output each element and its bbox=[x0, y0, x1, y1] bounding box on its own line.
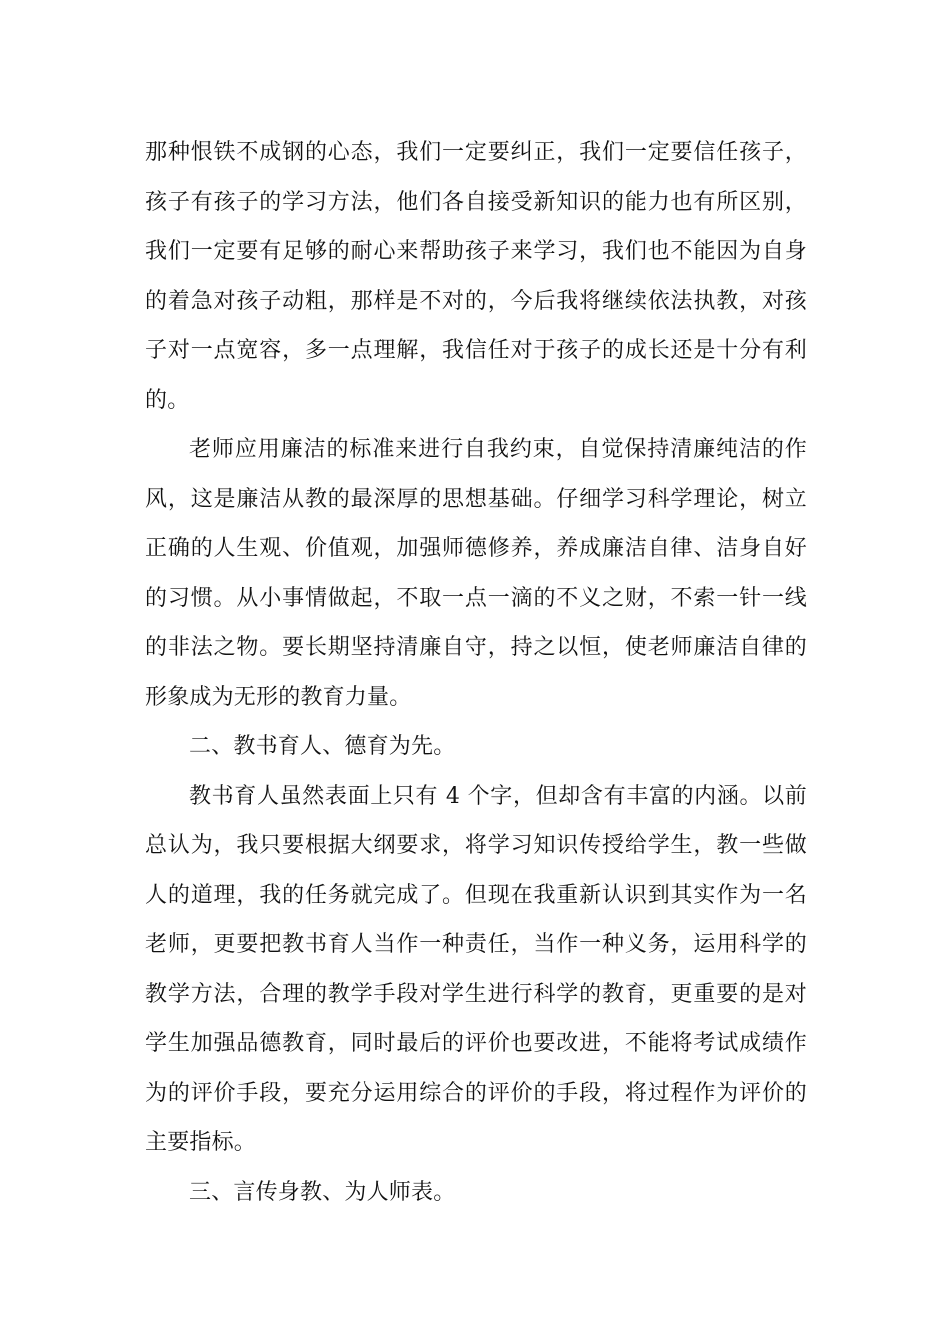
text-line: 人的道理，我的任务就完成了。但现在我重新认识到其实作为一名 bbox=[145, 882, 807, 908]
text-line: 那种恨铁不成钢的心态，我们一定要纠正，我们一定要信任孩子， bbox=[145, 140, 807, 165]
text-line: 的非法之物。要长期坚持清廉自守，持之以恒，使老师廉洁自律的 bbox=[145, 635, 807, 660]
text-line: 的着急对孩子动粗，那样是不对的，今后我将继续依法执教，对孩 bbox=[145, 288, 807, 314]
text-line: 教学方法，合理的教学手段对学生进行科学的教育，更重要的是对 bbox=[145, 981, 807, 1007]
text-line: 形象成为无形的教育力量。 bbox=[145, 684, 412, 710]
text-line: 风，这是廉洁从教的最深厚的思想基础。仔细学习科学理论，树立 bbox=[145, 486, 807, 512]
text-line: 总认为，我只要根据大纲要求，将学习知识传授给学生，教一些做 bbox=[145, 833, 807, 858]
paragraph-start-line: 老师应用廉洁的标准来进行自我约束，自觉保持清廉纯洁的作 bbox=[189, 437, 807, 462]
text-line: 正确的人生观、价值观，加强师德修养，养成廉洁自律、洁身自好 bbox=[145, 536, 807, 561]
text-line: 我们一定要有足够的耐心来帮助孩子来学习，我们也不能因为自身 bbox=[145, 239, 807, 264]
text-line: 学生加强品德教育，同时最后的评价也要改进，不能将考试成绩作 bbox=[145, 1031, 807, 1056]
paragraph-start-line: 教书育人虽然表面上只有 4 个字，但却含有丰富的内涵。以前 bbox=[189, 783, 807, 809]
text-line: 老师，更要把教书育人当作一种责任，当作一种义务，运用科学的 bbox=[145, 932, 807, 957]
section-heading: 二、教书育人、德育为先。 bbox=[189, 734, 456, 759]
document-body bbox=[145, 128, 807, 1217]
text-line: 为的评价手段，要充分运用综合的评价的手段，将过程作为评价的 bbox=[145, 1080, 807, 1106]
text-line: 主要指标。 bbox=[145, 1130, 257, 1155]
section-heading: 三、言传身教、为人师表。 bbox=[189, 1179, 456, 1205]
text-line: 的习惯。从小事情做起，不取一点一滴的不义之财，不索一针一线 bbox=[145, 585, 807, 611]
text-line: 的。 bbox=[145, 387, 190, 413]
text-line: 子对一点宽容，多一点理解，我信任对于孩子的成长还是十分有利 bbox=[145, 338, 807, 363]
text-line: 孩子有孩子的学习方法，他们各自接受新知识的能力也有所区别， bbox=[145, 189, 807, 215]
